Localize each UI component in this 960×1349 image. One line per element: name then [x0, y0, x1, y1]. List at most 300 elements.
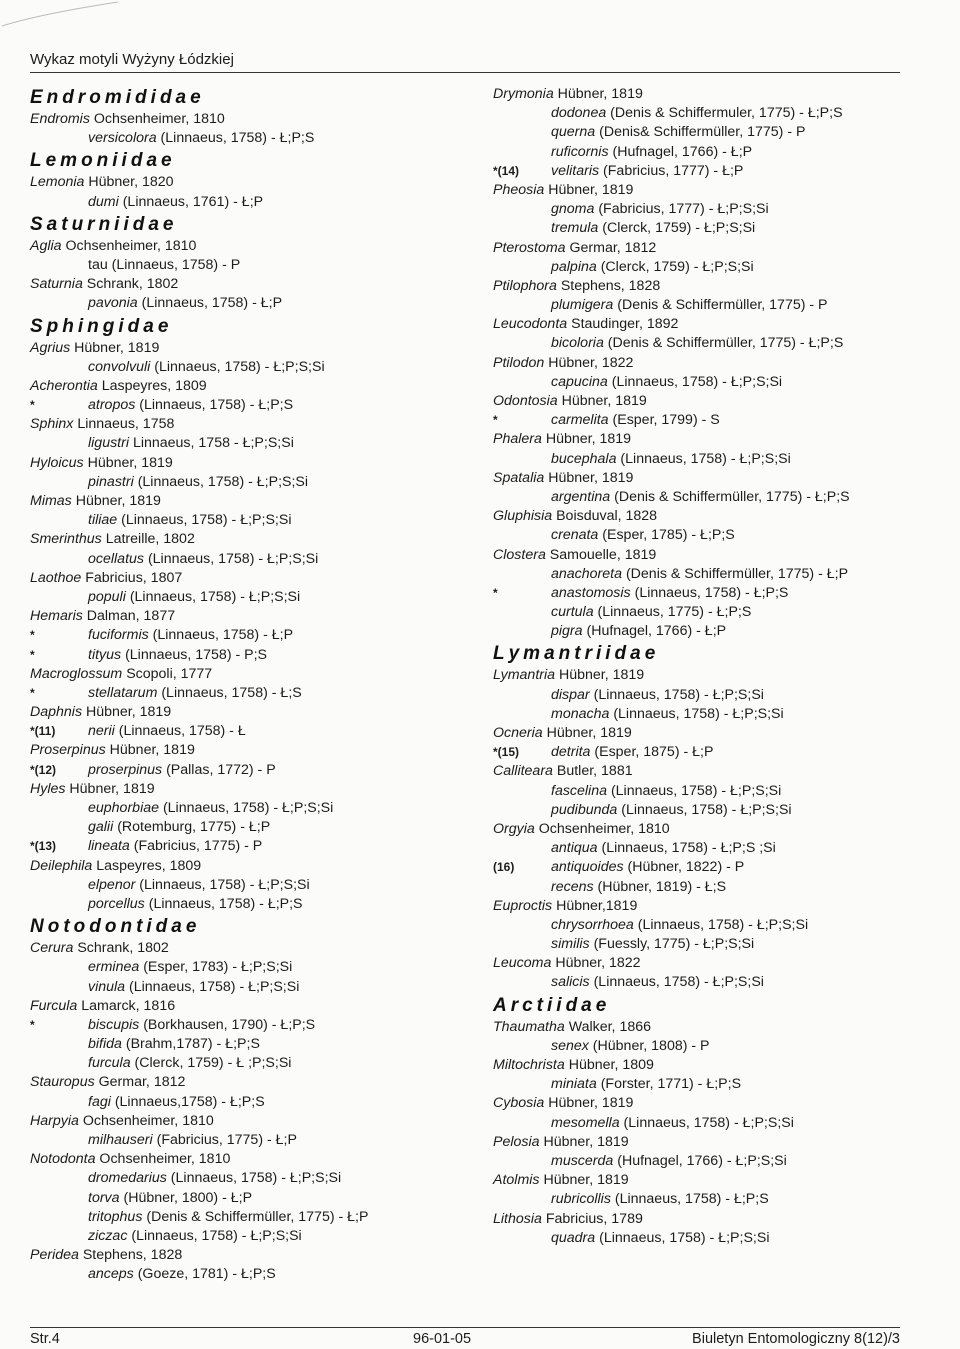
species-entry [493, 162, 933, 181]
genus-entry [30, 339, 475, 358]
author-citation: Ochsenheimer, 1810 [534, 820, 670, 837]
author-citation: (Denis & Schiffermüller, 1775) - Ł;P [142, 1208, 369, 1225]
genus-name: Peridea [30, 1247, 79, 1264]
species-name: miniata [551, 1076, 597, 1093]
author-citation: Fabricius, 1807 [81, 569, 183, 586]
species-name: detrita [551, 744, 591, 761]
species-name: bicoloria [551, 335, 604, 352]
genus-name: Agrius [30, 339, 71, 356]
author-citation: Hübner, 1820 [84, 174, 174, 191]
genus-name: Cybosia [493, 1095, 545, 1112]
author-citation: (Linnaeus, 1758) - Ł;P;S;Si [135, 876, 310, 893]
genus-name: Laothoe [30, 569, 82, 586]
footer-page: Str.4 [30, 1331, 60, 1347]
author-citation: (Fabricius, 1775) - P [129, 838, 263, 855]
genus-name: Ocneria [493, 725, 543, 741]
author-citation: (Linnaeus, 1758) - P;S [121, 646, 268, 663]
species-entry [30, 895, 475, 914]
author-citation: Hübner, 1819 [555, 667, 645, 684]
author-citation: Hübner, 1819 [71, 493, 161, 509]
author-citation: (Linnaeus, 1758) - Ł;P;S;Si [589, 686, 764, 703]
author-citation: Germar, 1812 [94, 1074, 186, 1091]
species-name: recens [551, 878, 594, 895]
species-entry [30, 1016, 475, 1035]
species-entry [30, 294, 475, 313]
author-citation: (Linnaeus, 1758) - Ł;P;S [610, 1191, 769, 1208]
species-entry [493, 143, 933, 162]
record-marker: *(12) [30, 762, 57, 777]
genus-entry [493, 277, 933, 296]
genus-entry [30, 275, 475, 294]
species-entry [30, 818, 475, 837]
author-citation: Fabricius, 1789 [541, 1210, 643, 1227]
genus-name: Lymantria [493, 667, 556, 684]
family-heading: Lymantriidae [493, 643, 660, 665]
species-name: biscupis [88, 1016, 140, 1033]
author-citation: Lamarck, 1816 [77, 997, 176, 1014]
species-entry [493, 973, 933, 992]
genus-entry [493, 1056, 933, 1075]
species-entry [30, 1035, 475, 1054]
author-citation: (Hübner, 1800) - Ł;P [119, 1189, 253, 1206]
genus-entry [30, 415, 475, 434]
species-name: gnoma [551, 201, 595, 218]
scan-corner-mark [0, 0, 120, 30]
species-entry [493, 334, 933, 353]
author-citation: (Hufnagel, 1766) - Ł;P [608, 143, 753, 160]
genus-entry [30, 173, 475, 192]
author-citation: Hübner, 1819 [544, 469, 634, 486]
species-entry [493, 104, 933, 123]
author-citation: (Linnaeus, 1758) - Ł;P;S;Si [609, 705, 784, 722]
author-citation: Boisduval, 1828 [552, 508, 658, 525]
page-header [30, 50, 900, 73]
record-marker: *(13) [30, 839, 57, 854]
author-citation: Dalman, 1877 [82, 608, 176, 625]
species-name: ocellatus [88, 550, 144, 567]
record-marker: * [30, 1017, 35, 1032]
species-name: atropos [88, 397, 136, 414]
author-citation: Hübner, 1822 [551, 955, 641, 972]
species-entry [493, 565, 933, 584]
species-name: ruficornis [551, 143, 609, 160]
genus-name: Furcula [30, 997, 78, 1014]
genus-name: Mimas [30, 493, 72, 509]
author-citation: Hübner, 1819 [539, 1133, 629, 1150]
species-entry [493, 584, 933, 603]
author-citation: Hübner, 1819 [553, 86, 643, 102]
species-name: bifida [88, 1036, 122, 1053]
author-citation: Scopoli, 1777 [122, 665, 213, 682]
genus-name: Hyles [30, 780, 66, 797]
author-citation: (Linnaeus, 1758) - Ł;P;S;Si [117, 512, 292, 529]
genus-name: Miltochrista [493, 1057, 565, 1073]
author-citation: (Denis & Schiffermüller, 1775) - P [613, 297, 828, 314]
author-citation: (Linnaeus, 1758) - Ł;P;S;Si [127, 1227, 302, 1244]
author-citation: Hübner, 1819 [557, 393, 647, 409]
genus-name: Ptilophora [493, 277, 557, 294]
genus-entry [493, 897, 933, 916]
record-marker: *(11) [30, 724, 56, 739]
genus-entry [493, 666, 933, 685]
species-entry [30, 550, 475, 569]
genus-entry [30, 237, 475, 256]
species-entry [30, 1169, 475, 1188]
author-citation: Hübner, 1809 [564, 1057, 654, 1073]
genus-name: Leucoma [493, 955, 552, 972]
author-citation: Butler, 1881 [552, 763, 633, 780]
author-citation: (Linnaeus, 1758) - Ł;P;S;Si [159, 800, 334, 816]
species-name: tritophus [88, 1208, 143, 1225]
species-entry [493, 411, 933, 430]
genus-entry [30, 454, 475, 473]
author-citation: (Borkhausen, 1790) - Ł;P;S [139, 1016, 316, 1033]
species-entry [493, 1075, 933, 1094]
genus-name: Endromis [30, 111, 90, 127]
species-entry [30, 256, 475, 275]
species-name: anceps [88, 1266, 134, 1283]
author-citation: Ochsenheimer, 1810 [95, 1151, 231, 1168]
author-citation: Latreille, 1802 [101, 531, 195, 548]
genus-entry [493, 1210, 933, 1229]
record-marker: * [30, 685, 35, 700]
species-entry [493, 488, 933, 507]
species-name: crenata [551, 527, 599, 544]
author-citation: Ochsenheimer, 1810 [61, 237, 197, 254]
genus-name: Smerinthus [30, 531, 102, 548]
author-citation: (Fabricius, 1775) - Ł;P [152, 1132, 297, 1148]
genus-name: Euproctis [493, 897, 553, 914]
species-entry [493, 705, 933, 724]
author-citation: (Denis& Schiffermüller, 1775) - P [595, 124, 806, 141]
species-name: fuciformis [88, 627, 149, 644]
genus-name: Aglia [30, 237, 62, 254]
species-name: erminea [88, 959, 140, 976]
species-entry [30, 876, 475, 895]
species-name: euphorbiae [88, 800, 159, 816]
genus-entry [493, 315, 933, 334]
species-name: rubricollis [551, 1191, 611, 1208]
genus-name: Cerura [30, 940, 74, 957]
genus-name: Phalera [493, 431, 542, 448]
author-citation: Hübner, 1819 [544, 1095, 634, 1112]
species-entry [493, 1037, 933, 1056]
species-entry [493, 1114, 933, 1133]
species-name: argentina [551, 488, 611, 505]
species-name: monacha [551, 705, 610, 722]
genus-name: Saturnia [30, 276, 83, 293]
author-citation: (Hufnagel, 1766) - Ł;P;S;Si [613, 1152, 787, 1169]
species-name: elpenor [88, 876, 136, 893]
genus-name: Pheosia [493, 181, 545, 198]
author-citation: Hübner, 1819 [541, 431, 632, 448]
species-entry [493, 622, 933, 641]
species-entry [493, 839, 933, 858]
footer-date: 96-01-05 [413, 1331, 472, 1347]
species-name: quadra [551, 1229, 596, 1246]
genus-entry [30, 741, 475, 760]
species-entry [493, 526, 933, 545]
record-marker: * [30, 398, 35, 413]
genus-name: Harpyia [30, 1112, 79, 1129]
genus-name: Notodonta [30, 1151, 96, 1168]
genus-name: Stauropus [30, 1074, 95, 1091]
author-citation: Linnaeus, 1758 - Ł;P;S;Si [129, 435, 294, 452]
genus-name: Orgyia [493, 820, 535, 837]
genus-name: Daphnis [30, 704, 83, 721]
species-name: muscerda [551, 1152, 614, 1169]
genus-entry [493, 507, 933, 526]
species-entry [30, 1131, 475, 1150]
species-entry [30, 799, 475, 818]
species-entry [30, 588, 475, 607]
species-entry [30, 1227, 475, 1246]
species-entry [493, 916, 933, 935]
species-entry [30, 722, 475, 741]
species-name: nerii [88, 723, 115, 740]
author-citation: (Linnaeus, 1758) - Ł;P;S;Si [125, 588, 301, 605]
author-citation: (Rotemburg, 1775) - Ł;P [113, 819, 271, 836]
species-name: antiqua [551, 840, 598, 857]
species-entry [30, 978, 475, 997]
species-entry [493, 296, 933, 315]
species-name: porcellus [88, 895, 145, 912]
genus-entry [30, 1073, 475, 1092]
species-name: dromedarius [88, 1170, 167, 1187]
species-entry [493, 1190, 933, 1209]
author-citation: (Clerck, 1759) - Ł;P;S;Si [596, 258, 754, 275]
genus-name: Pelosia [493, 1133, 540, 1150]
record-marker: * [30, 628, 35, 643]
species-name: mesomella [551, 1114, 620, 1131]
genus-entry [493, 181, 933, 200]
genus-name: Ptilodon [493, 354, 545, 371]
genus-entry [493, 1171, 933, 1190]
species-name: fagi [88, 1093, 111, 1110]
genus-entry [30, 1150, 475, 1169]
species-name: pudibunda [551, 801, 618, 818]
author-citation: Walker, 1866 [564, 1018, 651, 1035]
species-entry [30, 193, 475, 212]
author-citation: (Denis & Schiffermuler, 1775) - Ł;P;S [606, 105, 843, 122]
species-entry [493, 200, 933, 219]
species-name: proserpinus [88, 761, 163, 778]
species-name: vinula [88, 978, 126, 995]
species-entry [493, 878, 933, 897]
genus-entry [493, 469, 933, 488]
family-heading: Endromididae [30, 87, 205, 108]
species-entry [493, 935, 933, 954]
species-name: stellatarum [88, 684, 158, 701]
species-name: milhauseri [88, 1132, 153, 1148]
genus-name: Lemonia [30, 174, 85, 191]
genus-name: Thaumatha [493, 1018, 565, 1035]
species-name: palpina [551, 258, 597, 275]
genus-entry [493, 1018, 933, 1037]
species-entry [30, 761, 475, 780]
genus-entry [30, 857, 475, 876]
author-citation: (Linnaeus, 1758) - Ł;P;S;Si [589, 974, 764, 991]
species-name: salicis [551, 974, 590, 991]
author-citation: (Forster, 1771) - Ł;P;S [596, 1076, 742, 1093]
species-entry [493, 219, 933, 238]
author-citation: (Linnaeus, 1758) - Ł;P;S;Si [617, 801, 792, 818]
author-citation: (Hübner, 1819) - Ł;S [593, 878, 727, 895]
author-citation: Hübner, 1819 [542, 725, 632, 741]
author-citation: (Linnaeus, 1775) - Ł;P;S [593, 604, 752, 621]
author-citation: Hübner, 1819 [544, 181, 634, 198]
genus-name: Deilephila [30, 857, 93, 874]
author-citation: Schrank, 1802 [73, 940, 169, 957]
author-citation: Linnaeus, 1758 [73, 416, 175, 433]
genus-entry [30, 780, 475, 799]
genus-entry [493, 85, 933, 104]
genus-entry [493, 546, 933, 565]
footer-journal: Biuletyn Entomologiczny 8(12)/3 [692, 1331, 900, 1347]
author-citation: (Linnaeus, 1758) - Ł;P;S;Si [616, 450, 791, 467]
author-citation: (Denis & Schiffermüller, 1775) - Ł;P;S [603, 335, 844, 352]
genus-entry [493, 820, 933, 839]
genus-name: Leucodonta [493, 316, 568, 333]
author-citation: (Goeze, 1781) - Ł;P;S [133, 1266, 276, 1283]
author-citation: (Linnaeus, 1758) - Ł;P;S;Si [607, 373, 783, 390]
author-citation: Staudinger, 1892 [567, 316, 679, 333]
genus-entry [30, 607, 475, 626]
author-citation: (Linnaeus, 1761) - Ł;P [118, 193, 264, 210]
species-name: senex [551, 1037, 589, 1054]
species-entry [30, 837, 475, 856]
genus-name: Calliteara [493, 763, 553, 780]
species-entry [30, 473, 475, 492]
author-citation: (Esper, 1783) - Ł;P;S;Si [139, 959, 293, 976]
family-heading: Lemoniidae [30, 150, 176, 172]
species-entry [493, 1229, 933, 1248]
species-entry [30, 958, 475, 977]
family-heading: Sphingidae [30, 315, 173, 337]
author-citation: (Linnaeus, 1758) - Ł;P;S;Si [144, 550, 319, 567]
species-name: chrysorrhoea [551, 916, 634, 933]
author-citation: (Esper, 1799) - S [608, 412, 720, 429]
genus-name: Clostera [493, 546, 546, 563]
species-entry [30, 129, 475, 148]
author-citation: (Fabricius, 1777) - Ł;P;S;Si [594, 201, 769, 218]
author-citation: (Linnaeus, 1758) - Ł;P;S;Si [619, 1114, 794, 1131]
genus-entry [30, 703, 475, 722]
author-citation: (Linnaeus, 1758) - Ł;P;S ;Si [597, 840, 776, 857]
author-citation: (Linnaeus, 1758) - Ł;P;S;Si [133, 473, 309, 490]
author-citation: (Linnaeus, 1758) - Ł;P;S [135, 397, 294, 414]
author-citation: (Hübner, 1808) - P [588, 1037, 710, 1054]
species-name: fascelina [551, 782, 607, 799]
species-name: antiquoides [551, 859, 624, 876]
species-name: ziczac [88, 1227, 128, 1244]
author-citation: Ochsenheimer, 1810 [78, 1112, 214, 1129]
species-entry [30, 1265, 475, 1284]
genus-entry [30, 997, 475, 1016]
genus-name: Gluphisia [493, 508, 553, 525]
species-name: capucina [551, 373, 608, 390]
species-entry [493, 373, 933, 392]
species-name: similis [551, 936, 590, 953]
species-entry [30, 1093, 475, 1112]
author-citation: (Linnaeus, 1758) - Ł;P;S [156, 130, 315, 147]
author-citation: (Clerck, 1759) - Ł ;P;S;Si [130, 1055, 292, 1072]
header-title: Wykaz motyli Wyżyny Łódzkiej [30, 51, 234, 68]
species-entry [493, 858, 933, 877]
species-name: convolvuli [88, 358, 151, 375]
author-citation: (Brahm,1787) - Ł;P;S [121, 1036, 260, 1053]
species-name: tityus [88, 646, 122, 663]
genus-name: Pterostoma [493, 239, 566, 256]
author-citation: (Pallas, 1772) - P [162, 761, 276, 778]
species-name: pigra [551, 623, 583, 640]
author-citation: (Linnaeus, 1758) - Ł [114, 723, 246, 740]
genus-name: Atolmis [493, 1172, 540, 1189]
record-marker: * [493, 585, 498, 600]
genus-entry [30, 665, 475, 684]
species-entry [30, 358, 475, 377]
author-citation: Hübner, 1819 [70, 339, 160, 356]
species-name: pinastri [88, 473, 134, 490]
author-citation: Hübner, 1819 [105, 742, 195, 759]
right-column [493, 85, 933, 1248]
species-name: anachoreta [551, 565, 622, 582]
species-name: tremula [551, 220, 599, 237]
author-citation: Schrank, 1802 [82, 276, 179, 293]
page-footer [30, 1327, 900, 1347]
genus-name: Hyloicus [30, 454, 84, 471]
species-name: versicolora [88, 130, 157, 147]
genus-entry [30, 569, 475, 588]
author-citation: Germar, 1812 [565, 239, 657, 256]
record-marker: (16) [493, 860, 515, 875]
species-name: querna [551, 124, 596, 141]
genus-name: Proserpinus [30, 742, 106, 759]
author-citation: (Linnaeus, 1758) - Ł;P;S [144, 895, 303, 912]
genus-entry [30, 1112, 475, 1131]
record-marker: *(15) [493, 745, 520, 760]
species-name: dumi [88, 193, 119, 210]
genus-name: Sphinx [30, 416, 74, 433]
species-entry [30, 646, 475, 665]
species-name: dodonea [551, 105, 607, 122]
species-name: carmelita [551, 412, 609, 429]
genus-entry [30, 110, 475, 129]
genus-name: Hemaris [30, 608, 83, 625]
author-citation: (Linnaeus, 1758) - Ł;P;S;Si [607, 782, 782, 799]
genus-entry [493, 762, 933, 781]
genus-entry [493, 354, 933, 373]
author-citation: (Linnaeus, 1758) - Ł;S [157, 684, 302, 701]
author-citation: (Linnaeus, 1758) - Ł;P;S;Si [150, 358, 325, 375]
species-name: anastomosis [551, 584, 631, 601]
record-marker: * [30, 647, 35, 662]
author-citation: Hübner, 1819 [65, 780, 155, 797]
genus-entry [493, 1133, 933, 1152]
species-name: tiliae [88, 512, 118, 529]
genus-name: Acherontia [30, 377, 98, 394]
author-citation: (Hübner, 1822) - P [623, 859, 745, 876]
species-entry [30, 396, 475, 415]
author-citation: (Linnaeus,1758) - Ł;P;S [110, 1093, 265, 1110]
author-citation: (Linnaeus, 1758) - Ł;P [137, 295, 283, 312]
genus-entry [30, 939, 475, 958]
record-marker: * [493, 413, 498, 428]
species-name: bucephala [551, 450, 617, 467]
species-entry [493, 743, 933, 762]
genus-entry [30, 492, 475, 511]
author-citation: (Linnaeus, 1758) - Ł;P;S;Si [633, 916, 809, 933]
